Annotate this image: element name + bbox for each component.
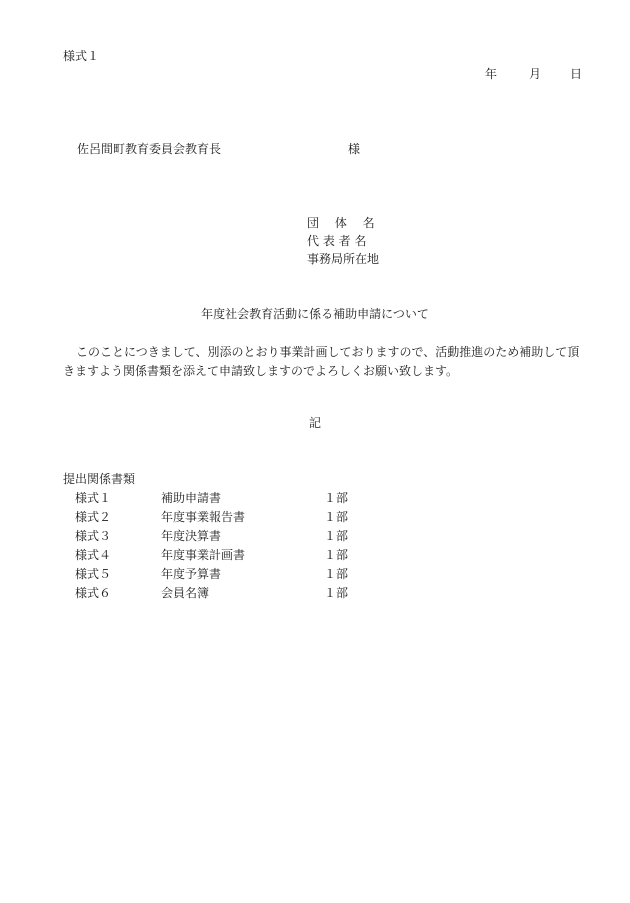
body-paragraph: このことにつきまして、別添のとおり事業計画しておりますので、活動推進のため補助して頂きますよう関係書類を添えて申請致しますのでよろしくお願い致します。 [63,345,580,378]
document-quantity: １部 [324,567,349,581]
document-subject: 年度社会教育活動に係る補助申請について [201,307,429,321]
document-name: 年度予算書 [161,567,222,581]
office-address-label: 事務局所在地 [307,252,380,266]
date-month-label: 月 [528,67,541,81]
documents-heading: 提出関係書類 [63,472,136,486]
document-row [75,584,348,603]
document-form-number: 様式６ [75,586,112,600]
sender-block [307,214,379,268]
date-year-label: 年 [484,67,497,81]
document-row [75,508,348,527]
documents-list [75,489,348,603]
document-name: 年度決算書 [161,529,222,543]
representative-name-label: 代 表 者 名 [307,234,367,248]
document-quantity: １部 [324,510,349,524]
document-form-number: 様式３ [75,529,112,543]
document-form-number: 様式５ [75,567,112,581]
document-name: 会員名簿 [161,586,210,600]
document-quantity: １部 [324,548,349,562]
form-number-label: 様式１ [63,49,100,63]
document-name: 年度事業計画書 [161,548,246,562]
document-name: 年度事業報告書 [161,510,246,524]
document-row [75,527,348,546]
document-row [75,489,348,508]
date-line [485,67,582,81]
document-quantity: １部 [324,586,349,600]
addressee-name: 佐呂間町教育委員会教育長 [77,142,222,156]
document-quantity: １部 [324,491,349,505]
document-form-number: 様式１ [75,491,112,505]
document-quantity: １部 [324,529,349,543]
ki-heading: 記 [308,416,321,430]
document-form-number: 様式２ [75,510,112,524]
document-name: 補助申請書 [161,491,222,505]
organization-name-label: 団 体 名 [307,216,375,230]
date-day-label: 日 [569,67,582,81]
document-row [75,565,348,584]
document-form-number: 様式４ [75,548,112,562]
document-row [75,546,348,565]
addressee-honorific: 様 [348,142,361,156]
